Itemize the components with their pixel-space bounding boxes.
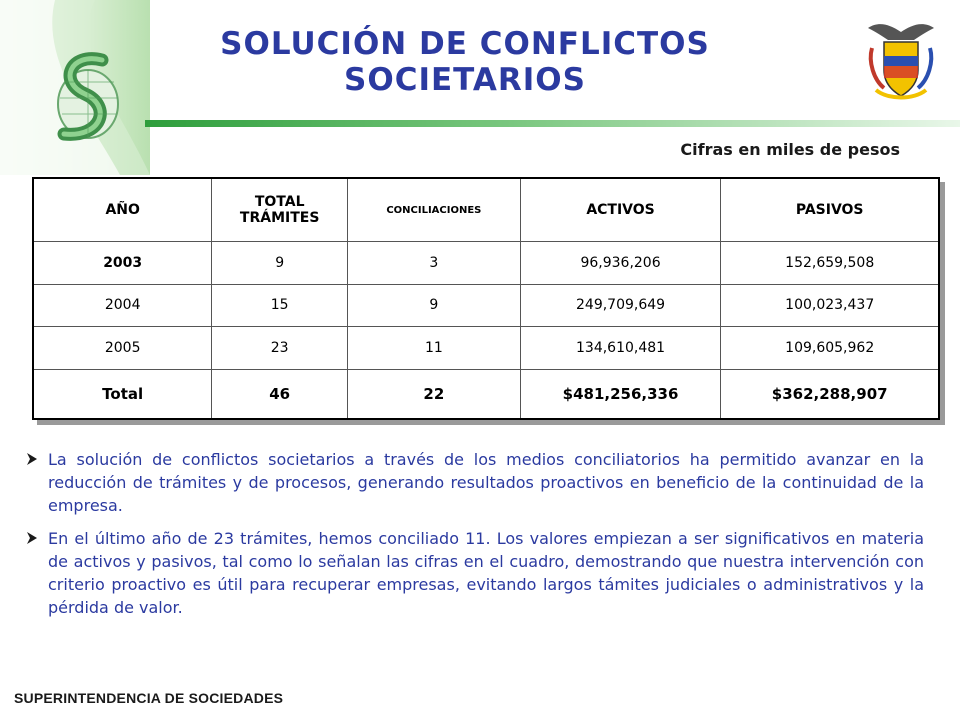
bullet-text: En el último año de 23 trámites, hemos conciliado 11. Los valores empiezan a ser significativos en materia de activos y pasivos, tal como lo señalan las cifras en el cuadro, demostrando que nuestra intervención con criterio proactivo es útil para recuperar empresas, evitando largos támites judiciales o administrativos y la pérdida de valor. (48, 529, 924, 617)
arrow-bullet-icon (26, 452, 38, 466)
table-row (33, 284, 939, 327)
cell-year: 2003 (33, 242, 212, 285)
table-row (33, 327, 939, 370)
list-item (24, 448, 924, 517)
cell-total-tramites: 46 (212, 369, 348, 419)
header-total-tramites: TOTAL TRÁMITES (212, 178, 348, 242)
table-header-row (33, 178, 939, 242)
cell-year: 2004 (33, 284, 212, 327)
supersociedades-logo-icon (40, 42, 130, 152)
arrow-bullet-icon (26, 531, 38, 545)
cell-year: 2005 (33, 327, 212, 370)
title-line-2: SOCIETARIOS (344, 62, 586, 98)
cell-conciliaciones: 9 (348, 284, 521, 327)
title-underline-rule (145, 120, 960, 127)
cell-activos: 96,936,206 (520, 242, 721, 285)
units-note: Cifras en miles de pesos (680, 140, 900, 159)
cell-pasivos: 152,659,508 (721, 242, 939, 285)
bullet-text: La solución de conflictos societarios a través de los medios conciliatorios ha permitido avanzar en la reducción de trámites y de procesos, generando resultados proactivos en beneficio de la continuidad de la empresa. (48, 450, 924, 515)
cell-total-pasivos: $362,288,907 (721, 369, 939, 419)
title-line-1: SOLUCIÓN DE CONFLICTOS (220, 26, 710, 62)
list-item (24, 527, 924, 619)
cell-total-label: Total (33, 369, 212, 419)
colombia-coat-of-arms-icon (862, 18, 940, 104)
cell-tramites: 9 (212, 242, 348, 285)
cell-conciliaciones: 3 (348, 242, 521, 285)
cell-conciliaciones: 11 (348, 327, 521, 370)
page-title (170, 26, 760, 98)
header-activos: ACTIVOS (520, 178, 721, 242)
cell-total-conciliaciones: 22 (348, 369, 521, 419)
cell-activos: 249,709,649 (520, 284, 721, 327)
footer-organization: SUPERINTENDENCIA DE SOCIEDADES (14, 690, 284, 706)
cell-pasivos: 109,605,962 (721, 327, 939, 370)
conflicts-table (32, 177, 940, 420)
cell-pasivos: 100,023,437 (721, 284, 939, 327)
cell-tramites: 23 (212, 327, 348, 370)
table-row (33, 242, 939, 285)
bullet-list (24, 448, 924, 629)
header-year: AÑO (33, 178, 212, 242)
cell-tramites: 15 (212, 284, 348, 327)
cell-activos: 134,610,481 (520, 327, 721, 370)
table-total-row (33, 369, 939, 419)
cell-total-activos: $481,256,336 (520, 369, 721, 419)
header-conciliaciones: CONCILIACIONES (348, 178, 521, 242)
header-pasivos: PASIVOS (721, 178, 939, 242)
